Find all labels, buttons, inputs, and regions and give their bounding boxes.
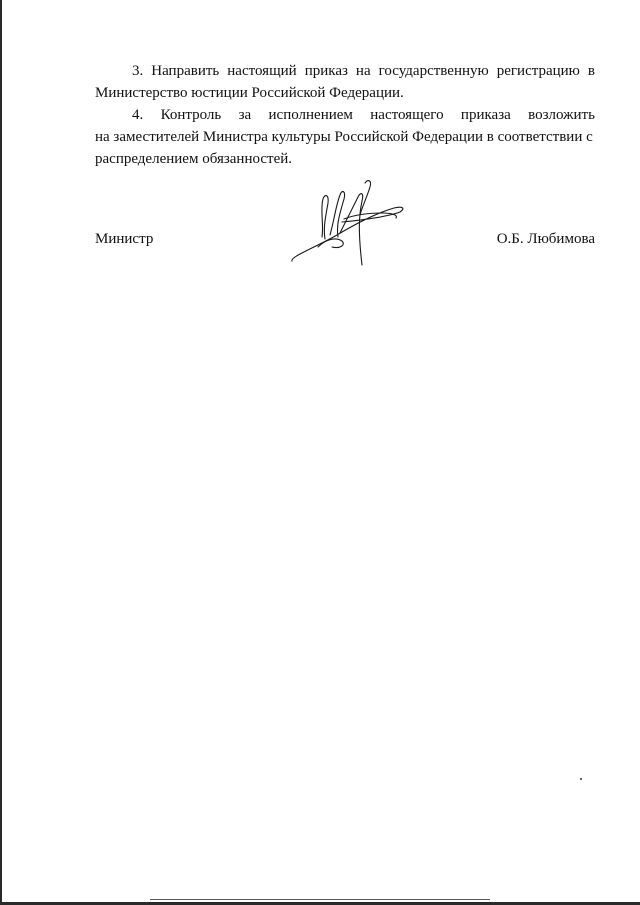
paragraph-item-4-line-2: на заместителей Министра культуры Российской Федерации в соответствии с bbox=[95, 129, 593, 145]
word: на bbox=[355, 63, 371, 79]
paragraph-item-4-line-3: распределением обязанностей. bbox=[95, 151, 293, 167]
word: Контроль bbox=[160, 107, 222, 123]
word: возложить bbox=[528, 107, 595, 123]
word: за bbox=[238, 107, 252, 123]
word: государственную bbox=[378, 63, 489, 79]
word: в bbox=[587, 63, 595, 79]
word: 4. bbox=[132, 107, 144, 123]
paragraph-item-3 bbox=[95, 60, 595, 104]
signatory-title: Министр bbox=[95, 231, 154, 247]
word: приказ bbox=[304, 63, 348, 79]
paragraph-item-4 bbox=[95, 104, 595, 170]
signatory-name: О.Б. Любимова bbox=[496, 231, 595, 247]
handwritten-signature bbox=[282, 175, 412, 270]
word: исполнением bbox=[268, 107, 353, 123]
word: настоящего bbox=[370, 107, 444, 123]
word: настоящий bbox=[227, 63, 297, 79]
paragraph-item-4-line-1 bbox=[95, 104, 595, 126]
word: регистрацию bbox=[496, 63, 580, 79]
paragraph-item-3-line-2: Министерство юстиции Российской Федерации. bbox=[95, 85, 404, 101]
page-edge-bottom-shadow bbox=[150, 899, 490, 900]
paragraph-item-3-line-1 bbox=[95, 60, 595, 82]
word: 3. bbox=[132, 63, 144, 79]
page-edge-left bbox=[0, 0, 2, 905]
word: Направить bbox=[151, 63, 220, 79]
word: приказа bbox=[460, 107, 511, 123]
scan-speck bbox=[580, 778, 582, 780]
